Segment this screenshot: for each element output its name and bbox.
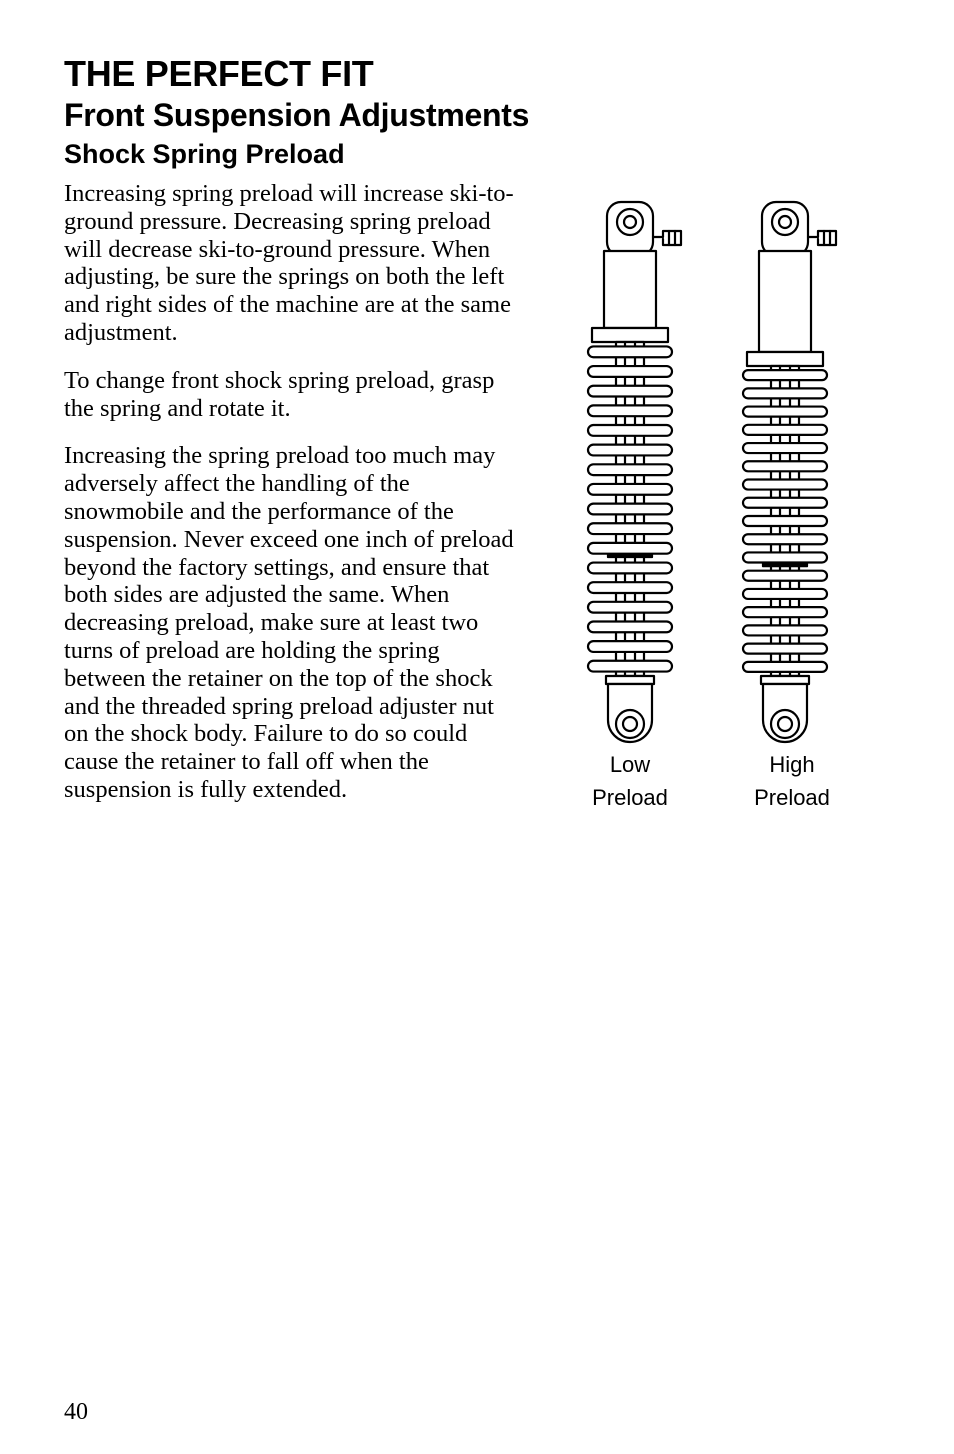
high-spring-coil xyxy=(743,534,827,544)
low-spring-coil xyxy=(588,602,672,613)
high-shock xyxy=(743,202,836,742)
high-shock-body xyxy=(759,251,811,352)
high-spring-coil xyxy=(743,644,827,654)
high-spring-coil xyxy=(743,370,827,380)
high-spring-coil xyxy=(743,589,827,599)
high-spring-coil xyxy=(743,407,827,417)
high-spring-coil xyxy=(743,388,827,398)
body-text xyxy=(64,180,524,824)
low-spring-coil xyxy=(588,641,672,652)
low-spring-coil xyxy=(588,405,672,416)
high-preload-caption xyxy=(732,748,852,814)
shock-figure xyxy=(570,196,860,836)
low-spring-coil xyxy=(588,346,672,357)
low-spring-coil xyxy=(588,563,672,574)
paragraph-2: To change front shock spring preload, grasp the spring and rotate it. xyxy=(64,366,495,422)
high-spring-retainer xyxy=(747,352,823,366)
low-spring-coil xyxy=(588,621,672,632)
low-preload-caption xyxy=(570,748,690,814)
low-caption-line-1: Low xyxy=(609,752,651,777)
low-spring-coil xyxy=(588,425,672,436)
high-spring-coil xyxy=(743,571,827,581)
high-spring-coil xyxy=(743,607,827,617)
low-spring-coil xyxy=(588,386,672,397)
low-shock-body xyxy=(604,251,656,328)
section-heading: Front Suspension Adjustments xyxy=(64,97,530,133)
high-bottom-eye-hole xyxy=(778,717,792,731)
low-spring-coil xyxy=(588,543,672,554)
low-valve-fitting xyxy=(653,231,681,245)
subsection-heading: Shock Spring Preload xyxy=(64,139,345,169)
high-spring-coil xyxy=(743,498,827,508)
low-lower-collar xyxy=(606,676,654,684)
high-top-eye-hole xyxy=(779,216,791,228)
high-spring-coil xyxy=(743,443,827,453)
high-spring-coil xyxy=(743,662,827,672)
low-spring-retainer xyxy=(592,328,668,342)
high-spring-coil xyxy=(743,552,827,562)
high-valve-fitting xyxy=(808,231,836,245)
low-spring-coil xyxy=(588,661,672,672)
paragraph-1: Increasing spring preload will increase ski-to-ground pressure. Decreasing spring preload will decrease ski-to-ground pressure. When adjusting, be sure the springs on both the left and right sides of the machine are at the same adjustment. xyxy=(64,180,514,346)
paragraph-3: Increasing the spring preload too much may adversely affect the handling of the snowmobile and the performance of the suspension. Never exceed one inch of preload beyond the factory settings, and ensure that both sides are adjusted the same. When decreasing preload, make sure at least two turns of preload are holding the spring between the retainer on the top of the shock and the threaded spring preload adjuster nut on the shock body. Failure to do so could cause the retainer to fall off when the suspension is fully extended. xyxy=(64,442,514,803)
low-spring-coil xyxy=(588,464,672,475)
low-spring-coil xyxy=(588,445,672,456)
low-top-eye-hole xyxy=(624,216,636,228)
low-shock xyxy=(588,202,681,742)
high-spring-coil xyxy=(743,425,827,435)
low-spring-coil xyxy=(588,504,672,515)
high-spring-coil xyxy=(743,480,827,490)
high-spring-coil xyxy=(743,461,827,471)
low-spring-coil xyxy=(588,366,672,377)
low-spring-coil xyxy=(588,582,672,593)
high-lower-collar xyxy=(761,676,809,684)
shock-illustration xyxy=(570,196,860,756)
low-caption-line-2: Preload xyxy=(592,785,668,810)
high-spring-coil xyxy=(743,516,827,526)
low-bottom-eye-hole xyxy=(623,717,637,731)
high-spring-coil xyxy=(743,625,827,635)
high-caption-line-1: High xyxy=(769,752,815,777)
low-spring-coil xyxy=(588,523,672,534)
high-caption-line-2: Preload xyxy=(754,785,830,810)
low-spring-coil xyxy=(588,484,672,495)
page-title: THE PERFECT FIT xyxy=(64,53,374,94)
page-number: 40 xyxy=(64,1399,88,1425)
